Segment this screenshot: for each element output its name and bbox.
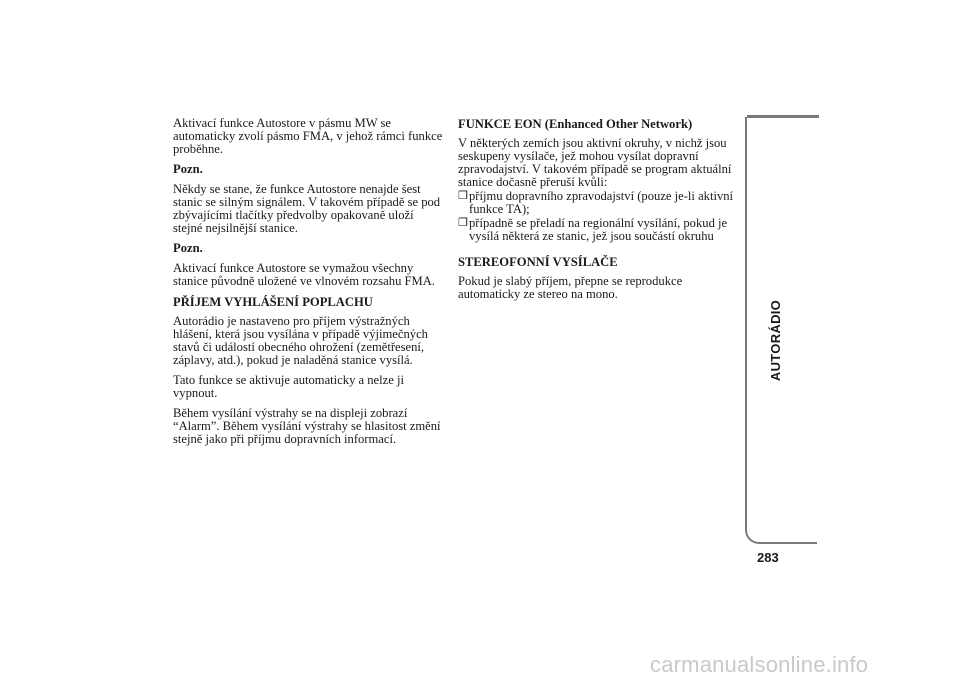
note-label: Pozn. [173,162,203,176]
alarm-paragraph-2: Tato funkce se aktivuje automaticky a nelze ji vypnout. [173,373,404,400]
section-heading-eon: FUNKCE EON (Enhanced Other Network) [458,117,693,131]
stereo-paragraph: Pokud je slabý příjem, přepne se reprodukce automaticky ze stereo na mono. [458,274,683,301]
right-column [458,117,740,308]
watermark: carmanualsonline.info [650,652,869,677]
page-number: 283 [757,550,779,565]
frame-top-cap [747,115,819,118]
section-heading-alarm: PŘÍJEM VYHLÁŠENÍ POPLACHU [173,295,373,309]
eon-paragraph: V některých zemích jsou aktivní okruhy, v nichž jsou seskupeny vysílače, jež mohou vysílat dopravní zpravodajství. V takovém případě se program aktuální stanice dočasně přeruší kvůli: [458,136,732,189]
checkbox-bullet-icon: ❒ [458,190,468,202]
bullet-text: případně se přeladí na regionální vysílání, pokud je vysílá některá ze stanic, jež jsou součástí okruhu [469,216,728,243]
left-column [173,117,445,453]
section-heading-stereo: STEREOFONNÍ VYSÍLAČE [458,255,618,269]
chapter-tab-label: AUTORÁDIO [768,299,784,381]
note-text: Někdy se stane, že funkce Autostore nenajde šest stanic se silným signálem. V takovém případě se pod zbývajícími tlačítky předvolby opakovaně uloží stejné nejsilnější stanice. [173,182,441,235]
note-label-2: Pozn. [173,241,203,255]
note-text-2: Aktivací funkce Autostore se vymažou všechny stanice původně uložené ve vlnovém rozsahu FMA. [173,261,435,288]
bullet-item [458,217,740,243]
chapter-tab [748,300,804,380]
alarm-paragraph-3: Během vysílání výstrahy se na displeji zobrazí “Alarm”. Během vysílání výstrahy se hlasitost změní stejně jako při příjmu dopravních informací. [173,406,441,446]
bullet-item [458,190,740,216]
alarm-paragraph-1: Autorádio je nastaveno pro příjem výstražných hlášení, která jsou vysílána v případě výjimečných stavů či událostí obecného ohrožení (zemětřesení, záplavy, atd.), pokud je naladěná stanice vysílá. [173,314,428,367]
intro-paragraph: Aktivací funkce Autostore v pásmu MW se automaticky zvolí pásmo FMA, v jehož rámci funkce proběhne. [173,116,443,156]
bullet-text: příjmu dopravního zpravodajství (pouze je-li aktivní funkce TA); [469,189,734,216]
checkbox-bullet-icon: ❒ [458,217,468,229]
